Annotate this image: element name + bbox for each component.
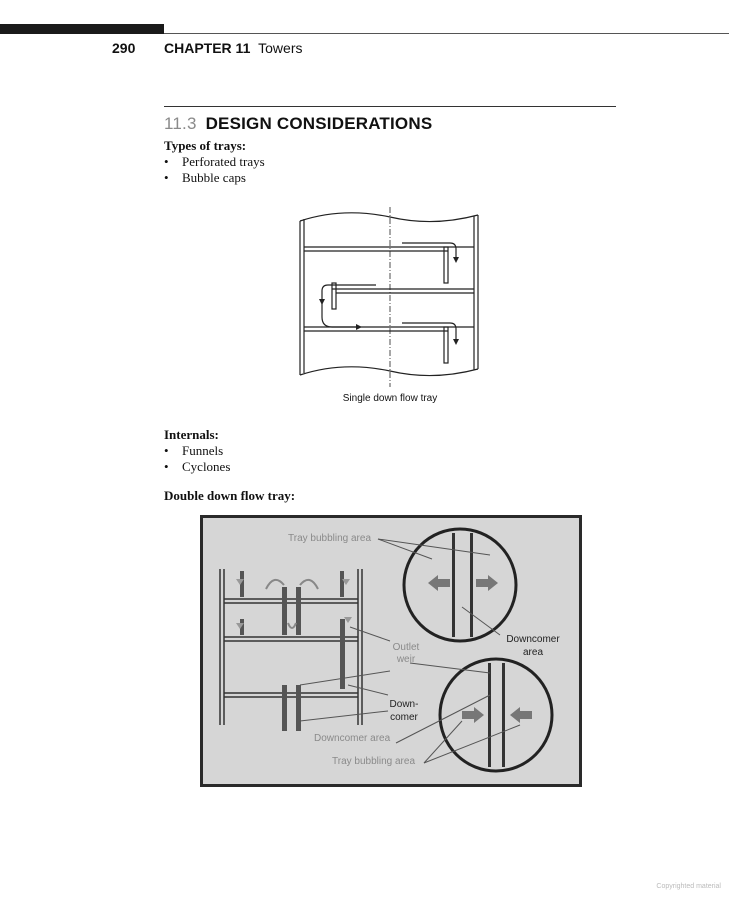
section-rule (164, 106, 616, 107)
page-number: 290 (112, 40, 136, 56)
section-title: DESIGN CONSIDERATIONS (205, 114, 433, 133)
label-downcomer-area-right: Downcomer area (506, 634, 560, 658)
internals-heading: Internals: (164, 427, 219, 442)
header-bar (0, 24, 164, 34)
internals-list (164, 443, 230, 475)
types-heading: Types of trays: (164, 138, 247, 153)
double-flow-heading: Double down flow tray: (164, 488, 296, 503)
section-heading (164, 114, 432, 134)
header-rule (164, 33, 729, 34)
label-tray-bubbling-top: Tray bubbling area (288, 533, 372, 544)
figure1-caption: Single down flow tray (342, 393, 438, 404)
chapter-title: Towers (258, 40, 303, 56)
list-item: • Funnels (164, 443, 224, 458)
section-number: 11.3 (164, 114, 197, 133)
label-downcomer: Down- comer (389, 699, 419, 723)
double-downflow-tray-figure (200, 515, 582, 787)
list-item: • Bubble caps (164, 170, 246, 185)
label-tray-bubbling-bottom: Tray bubbling area (332, 756, 416, 767)
single-downflow-tray-diagram (298, 205, 484, 389)
types-list (164, 154, 265, 186)
list-item: • Perforated trays (164, 154, 265, 169)
label-downcomer-area-bottom: Downcomer area (314, 733, 391, 744)
chapter-label: CHAPTER 11 (164, 40, 251, 56)
list-item: • Cyclones (164, 459, 231, 474)
running-header (164, 40, 303, 56)
label-outlet-weir: Outlet weir (392, 642, 420, 665)
copyright-notice: Copyrighted material (656, 883, 721, 890)
